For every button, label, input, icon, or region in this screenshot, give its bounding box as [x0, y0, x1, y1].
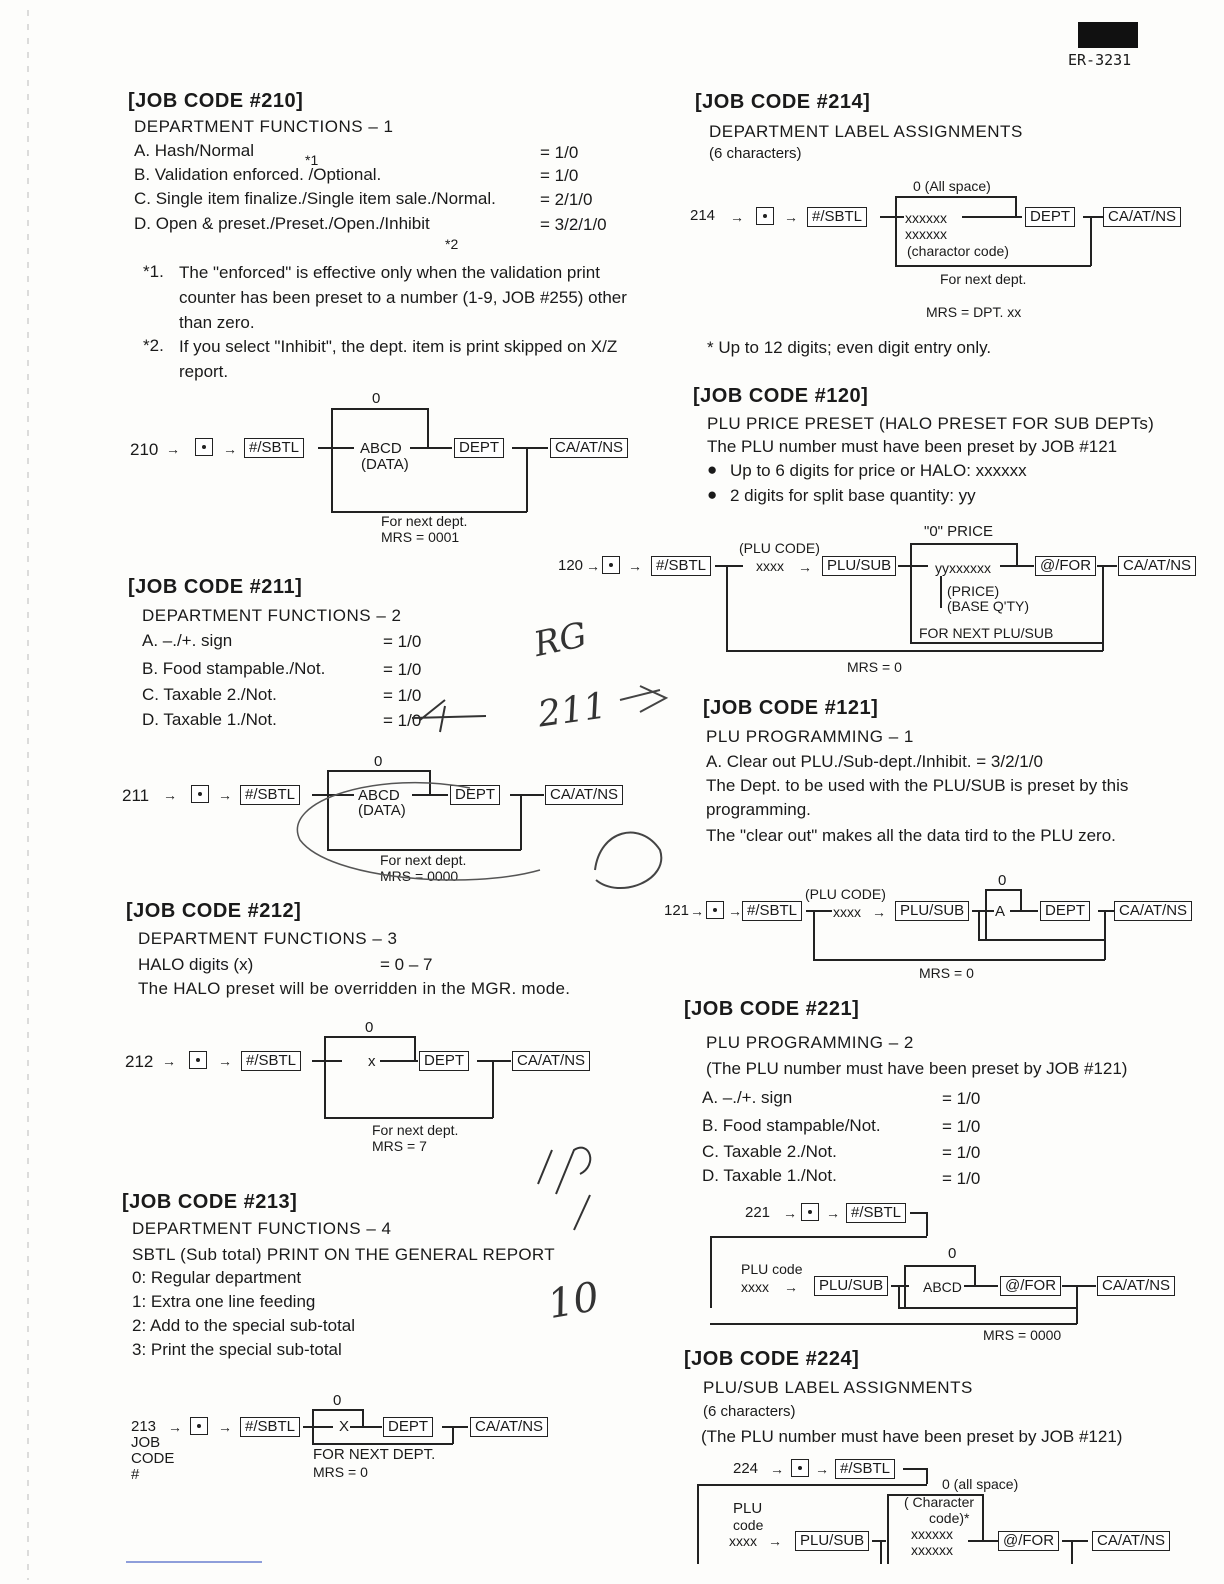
job224-diagram-char-code: ( Character	[904, 1494, 975, 1510]
job121-diagram-xxxx: xxxx	[833, 904, 861, 920]
arrow: →	[826, 1205, 840, 1221]
job121-line3: The "clear out" makes all the data tird to the PLU zero.	[706, 826, 1116, 845]
job221-line2: (The PLU number must have been preset by JOB #121)	[706, 1059, 1128, 1078]
job212-heading: [JOB CODE #212]	[126, 900, 302, 922]
arrow: →	[784, 1279, 798, 1295]
job214-heading: [JOB CODE #214]	[695, 91, 871, 113]
job213-heading: [JOB CODE #213]	[122, 1191, 298, 1213]
arrow: →	[586, 558, 600, 574]
job210-note2: If you select "Inhibit", the dept. item is print skipped on X/Z report.	[179, 337, 618, 381]
job213-diagram-code: 213	[131, 1418, 157, 1435]
job210-note1: The "enforced" is effective only when the validation print counter has been preset to a number (1-9, JOB #255) other than zero.	[179, 263, 627, 332]
job210-row-d: D. Open & preset./Preset./Open./Inhibit	[134, 214, 430, 233]
job212-diagram-next: For next dept.	[372, 1122, 459, 1138]
plusub-key: PLU/SUB	[895, 901, 969, 921]
job221-row-b: B. Food stampable/Not.	[702, 1116, 881, 1135]
job221-row-a-value: = 1/0	[942, 1089, 981, 1108]
ca-key: CA/AT/NS	[1097, 1276, 1175, 1296]
handwritten-211: 211	[535, 685, 610, 736]
sbtl-key: #/SBTL	[807, 207, 867, 227]
job224-diagram-data1: xxxxxx	[911, 1526, 953, 1542]
job224-heading: [JOB CODE #224]	[684, 1348, 860, 1370]
sbtl-key: #/SBTL	[835, 1459, 895, 1479]
job224-diagram-code: 224	[733, 1460, 759, 1477]
job213-diagram-next: FOR NEXT DEPT.	[313, 1446, 436, 1463]
job212-row: HALO digits (x)	[138, 955, 254, 974]
job210-diagram-mrs: MRS = 0001	[381, 529, 460, 545]
job213-option-2: 2: Add to the special sub-total	[132, 1316, 356, 1335]
job210-row-a-value: = 1/0	[540, 143, 579, 162]
dept-key: DEPT	[1025, 207, 1075, 227]
job210-diagram-next: For next dept.	[381, 513, 468, 529]
dept-key: DEPT	[454, 438, 504, 458]
job224-diagram-char-code2: code)*	[929, 1510, 970, 1526]
dept-key: DEPT	[1040, 901, 1090, 921]
job211-heading: [JOB CODE #211]	[128, 576, 303, 598]
job213-option-1: 1: Extra one line feeding	[132, 1292, 316, 1311]
job121-diagram-mrs: MRS = 0	[919, 965, 974, 981]
job221-row-c: C. Taxable 2./Not.	[702, 1142, 837, 1161]
job211-diagram-data-label: (DATA)	[358, 802, 406, 819]
job121-diagram-plu-code: (PLU CODE)	[805, 886, 886, 902]
job121-line2: The Dept. to be used with the PLU/SUB is preset by this programming.	[706, 776, 1129, 819]
arrow: →	[784, 209, 798, 225]
arrow: →	[163, 787, 177, 803]
ca-key: CA/AT/NS	[545, 785, 623, 805]
job213-diagram-code-label-3: #	[131, 1466, 140, 1483]
arrow: →	[168, 1419, 182, 1435]
job121-heading: [JOB CODE #121]	[703, 697, 879, 719]
plusub-key: PLU/SUB	[822, 556, 896, 576]
job212-row-value: = 0 – 7	[380, 955, 433, 974]
arrow: →	[815, 1461, 829, 1477]
dept-key: DEPT	[450, 785, 500, 805]
job120-bullet2: 2 digits for split base quantity: yy	[730, 486, 976, 505]
job210-heading: [JOB CODE #210]	[128, 90, 304, 112]
job214-diagram-data2: xxxxxx	[905, 226, 947, 242]
job211-diagram-zero: 0	[374, 753, 383, 770]
job212-diagram-code: 212	[125, 1052, 154, 1071]
job210-mark2: *2	[445, 236, 459, 252]
job213-diagram-code-label-2: CODE	[131, 1450, 175, 1467]
ca-key: CA/AT/NS	[470, 1417, 548, 1437]
job210-note2-num: *2.	[143, 336, 164, 355]
sbtl-key: #/SBTL	[244, 438, 304, 458]
job121-row: A. Clear out PLU./Sub-dept./Inhibit. = 3/2/1/0	[706, 752, 1043, 771]
job212-diagram-data: x	[368, 1053, 376, 1070]
job211-row-c: C. Taxable 2./Not.	[142, 685, 277, 704]
arrow: →	[223, 441, 237, 457]
job224-sub2: (6 characters)	[703, 1403, 796, 1420]
job120-diagram-price: (PRICE)	[947, 583, 1000, 599]
for-key: @/FOR	[998, 1531, 1059, 1551]
sbtl-key: #/SBTL	[241, 1051, 301, 1071]
job224-subtitle: PLU/SUB LABEL ASSIGNMENTS	[703, 1378, 973, 1397]
arrow: →	[798, 559, 812, 575]
job211-diagram-mrs: MRS = 0000	[380, 868, 459, 884]
handwritten-rg: RG	[530, 614, 591, 666]
job221-subtitle: PLU PROGRAMMING – 2	[706, 1033, 914, 1052]
ca-key: CA/AT/NS	[550, 438, 628, 458]
job212-note: The HALO preset will be overridden in the MGR. mode.	[138, 979, 571, 998]
arrow: →	[690, 903, 704, 919]
job224-diagram-data2: xxxxxx	[911, 1542, 953, 1558]
job210-note1-num: *1.	[143, 262, 164, 281]
ca-key: CA/AT/NS	[1092, 1531, 1170, 1551]
job221-row-c-value: = 1/0	[942, 1143, 981, 1162]
job120-diagram-xxxx: xxxx	[756, 558, 784, 574]
job221-heading: [JOB CODE #221]	[684, 998, 860, 1020]
job211-row-b: B. Food stampable./Not.	[142, 659, 326, 678]
job210-diagram-code: 210	[130, 440, 159, 459]
arrow: →	[166, 441, 180, 457]
job120-bullet-dot-2: ●	[707, 485, 718, 504]
job120-subtitle: PLU PRICE PRESET (HALO PRESET FOR SUB DEPTs)	[707, 414, 1155, 433]
job121-subtitle: PLU PROGRAMMING – 1	[706, 727, 914, 746]
job211-subtitle: DEPARTMENT FUNCTIONS – 2	[142, 606, 402, 625]
job120-diagram-zero-price: "0" PRICE	[924, 523, 994, 540]
job212-diagram-zero: 0	[365, 1019, 374, 1036]
sbtl-key: #/SBTL	[651, 556, 711, 576]
job213-diagram-code-label-1: JOB	[131, 1434, 161, 1451]
job210-subtitle: DEPARTMENT FUNCTIONS – 1	[134, 117, 394, 136]
job213-subtitle: DEPARTMENT FUNCTIONS – 4	[132, 1219, 392, 1238]
job121-diagram-zero: 0	[998, 872, 1007, 889]
job210-diagram-zero: 0	[372, 390, 381, 407]
job214-note: * Up to 12 digits; even digit entry only.	[707, 338, 992, 357]
job121-diagram-data: A	[995, 903, 1006, 920]
job210-row-c: C. Single item finalize./Single item sale./Normal.	[134, 189, 496, 208]
job221-row-a: A. –./+. sign	[702, 1088, 793, 1107]
ca-key: CA/AT/NS	[1118, 556, 1196, 576]
job120-line2: The PLU number must have been preset by JOB #121	[707, 437, 1118, 456]
job211-row-c-value: = 1/0	[383, 686, 422, 705]
job211-row-d: D. Taxable 1./Not.	[142, 710, 277, 729]
job224-diagram-all-space: 0 (all space)	[942, 1476, 1019, 1492]
job224-diagram-xxxx: xxxx	[729, 1533, 757, 1549]
job121-diagram-code: 121	[664, 902, 690, 919]
job221-row-d-value: = 1/0	[942, 1169, 981, 1188]
job221-diagram-data: ABCD	[923, 1279, 962, 1295]
job211-row-d-value: = 1/0	[383, 711, 422, 730]
job120-bullet-dot-1: ●	[707, 460, 718, 479]
plusub-key: PLU/SUB	[814, 1276, 888, 1296]
job212-diagram-mrs: MRS = 7	[372, 1138, 427, 1154]
arrow: →	[728, 903, 742, 919]
job214-diagram-char-code: (charactor code)	[907, 243, 1009, 259]
handwritten-10: 10	[544, 1273, 603, 1329]
ca-key: CA/AT/NS	[512, 1051, 590, 1071]
job120-bullet1: Up to 6 digits for price or HALO: xxxxxx	[730, 461, 1027, 480]
ca-key: CA/AT/NS	[1103, 207, 1181, 227]
job213-diagram-data: X	[339, 1418, 350, 1435]
arrow: →	[730, 209, 744, 225]
arrow: →	[162, 1053, 176, 1069]
job214-sub2: (6 characters)	[709, 145, 802, 162]
job120-heading: [JOB CODE #120]	[693, 385, 869, 407]
job214-diagram-all-space: 0 (All space)	[913, 178, 991, 194]
job221-diagram-code: 221	[745, 1204, 771, 1221]
arrow: →	[628, 558, 642, 574]
for-key: @/FOR	[1000, 1276, 1061, 1296]
dept-key: DEPT	[383, 1417, 433, 1437]
job221-row-b-value: = 1/0	[942, 1117, 981, 1136]
job214-diagram-code: 214	[690, 207, 716, 224]
job211-diagram-code: 211	[122, 786, 150, 805]
job221-diagram-zero: 0	[948, 1245, 957, 1262]
job120-diagram-next: FOR NEXT PLU/SUB	[919, 625, 1054, 641]
arrow: →	[872, 904, 886, 920]
job214-subtitle: DEPARTMENT LABEL ASSIGNMENTS	[709, 122, 1023, 141]
sbtl-key: #/SBTL	[742, 901, 802, 921]
job210-row-a: A. Hash/Normal	[134, 141, 254, 160]
job213-option-0: 0: Regular department	[132, 1268, 302, 1287]
job221-row-d: D. Taxable 1./Not.	[702, 1166, 837, 1185]
job210-diagram-data-label: (DATA)	[361, 456, 409, 473]
job210-row-b: B. Validation enforced. /Optional.	[134, 165, 382, 184]
job210-row-b-value: = 1/0	[540, 166, 579, 185]
arrow: →	[218, 1053, 232, 1069]
arrow: →	[768, 1533, 782, 1549]
arrow: →	[770, 1461, 784, 1477]
job210-row-d-value: = 3/2/1/0	[540, 215, 607, 234]
job120-diagram-mrs: MRS = 0	[847, 659, 902, 675]
job120-diagram-data: yyxxxxxx	[935, 560, 991, 576]
job214-diagram-mrs: MRS = DPT. xx	[926, 304, 1022, 320]
job120-diagram-code: 120	[558, 557, 584, 574]
job213-option-3: 3: Print the special sub-total	[132, 1340, 342, 1359]
job211-row-a-value: = 1/0	[383, 632, 422, 651]
job211-row-a: A. –./+. sign	[142, 631, 233, 650]
arrow: →	[218, 1419, 232, 1435]
job221-diagram-plu-code: PLU code	[741, 1261, 803, 1277]
job214-diagram-data1: xxxxxx	[905, 210, 947, 226]
for-key: @/FOR	[1035, 556, 1096, 576]
sbtl-key: #/SBTL	[846, 1203, 906, 1223]
plusub-key: PLU/SUB	[795, 1531, 869, 1551]
job214-diagram-next: For next dept.	[940, 271, 1027, 287]
job221-diagram-mrs: MRS = 0000	[983, 1327, 1062, 1343]
ca-key: CA/AT/NS	[1114, 901, 1192, 921]
sbtl-key: #/SBTL	[240, 1417, 300, 1437]
job211-row-b-value: = 1/0	[383, 660, 422, 679]
job212-subtitle: DEPARTMENT FUNCTIONS – 3	[138, 929, 398, 948]
sbtl-key: #/SBTL	[240, 785, 300, 805]
job120-diagram-base: (BASE Q'TY)	[947, 598, 1030, 614]
job224-diagram-plu: PLU	[733, 1500, 763, 1517]
job210-mark1: *1	[305, 152, 319, 168]
model-number: ER-3231	[1068, 51, 1132, 69]
job221-diagram-xxxx: xxxx	[741, 1279, 769, 1295]
job213-diagram-zero: 0	[333, 1392, 342, 1409]
job211-diagram-next: For next dept.	[380, 852, 467, 868]
job120-diagram-plu-code: (PLU CODE)	[739, 540, 820, 556]
arrow: →	[783, 1205, 797, 1221]
job224-line2: (The PLU number must have been preset by JOB #121)	[701, 1427, 1123, 1446]
job211-diagram-data: ABCD	[358, 787, 400, 804]
job210-diagram-data: ABCD	[360, 440, 402, 457]
dept-key: DEPT	[419, 1051, 469, 1071]
job213-diagram-mrs: MRS = 0	[313, 1464, 368, 1480]
job213-line2: SBTL (Sub total) PRINT ON THE GENERAL REPORT	[132, 1245, 555, 1264]
job224-diagram-plu-code: code	[733, 1517, 764, 1533]
job210-row-c-value: = 2/1/0	[540, 190, 593, 209]
arrow: →	[218, 787, 232, 803]
